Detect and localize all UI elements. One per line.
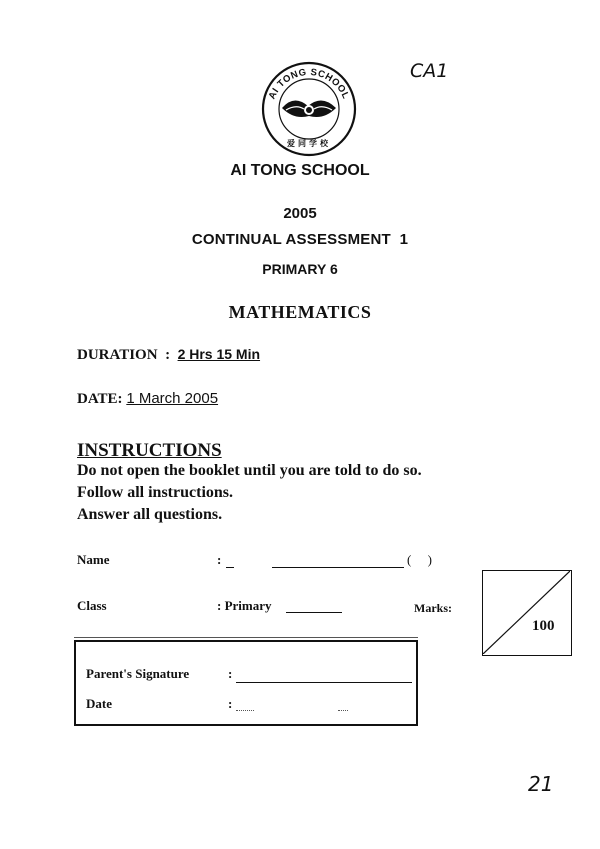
class-line [286, 612, 342, 613]
marks-label: Marks: [414, 601, 452, 615]
marks-diagonal [483, 571, 570, 654]
assessment-name: CONTINUAL ASSESSMENT [191, 231, 391, 248]
level-title: PRIMARY 6 [262, 261, 338, 277]
date-colon: : [228, 696, 233, 711]
handwritten-mark: 21 [528, 772, 554, 796]
date-line-fragment [338, 710, 348, 711]
parent-signature-box [74, 640, 418, 726]
class-value: : Primary [217, 598, 272, 613]
name-index-bracket: ( ) [407, 552, 432, 567]
marks-box [482, 570, 572, 656]
instruction-line: Follow all instructions. [77, 484, 234, 501]
crest-chinese-text: 爱同学校 [287, 139, 331, 148]
name-line-start [226, 567, 234, 568]
handwritten-code: CA1 [410, 60, 449, 82]
school-name: AI TONG SCHOOL [230, 162, 370, 179]
signature-line [236, 682, 412, 683]
duration-label: DURATION [77, 347, 158, 363]
svg-text:AI TONG SCHOOL [267, 67, 352, 101]
duration-row: DURATION : 2 Hrs 15 Min [77, 346, 261, 363]
crest-name-text: AI TONG SCHOOL [266, 66, 352, 102]
marks-total: 100 [532, 618, 555, 634]
subject-title: MATHEMATICS [228, 302, 372, 322]
date-value: 1 March 2005 [126, 390, 219, 407]
name-label: Name [77, 552, 110, 567]
name-line [272, 567, 404, 568]
instructions-title: INSTRUCTIONS [77, 440, 222, 461]
assessment-title [0, 231, 600, 248]
school-crest-logo [258, 60, 360, 158]
instruction-line: Do not open the booklet until you are told to do so. [77, 462, 422, 479]
instruction-line: Answer all questions. [77, 506, 223, 523]
parent-signature-label: Parent's Signature [86, 666, 190, 681]
class-label: Class [77, 598, 107, 613]
date-line-fragment [236, 710, 254, 711]
duration-value: 2 Hrs 15 Min [177, 346, 261, 362]
date-row [77, 390, 218, 408]
exam-year: 2005 [283, 205, 317, 222]
signature-date-label: Date [86, 696, 112, 711]
signature-box-top-rule [74, 637, 418, 638]
assessment-number: 1 [399, 231, 409, 248]
date-label: DATE: [77, 391, 123, 407]
signature-colon: : [228, 666, 233, 681]
name-colon: : [217, 552, 222, 567]
